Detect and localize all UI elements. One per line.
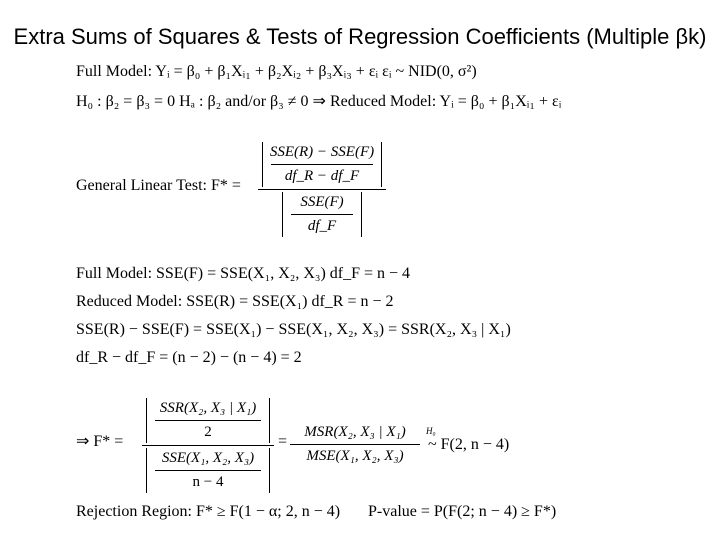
general-linear-test-fraction <box>258 142 386 234</box>
fstar-denominator-bottom: n − 4 <box>192 474 224 490</box>
fstar-denominator-top: SSE(X₁, X₂, X₃) <box>161 450 255 466</box>
hypotheses-line: H₀ : β₂ = β₃ = 0 Hₐ : β₂ and/or β₃ ≠ 0 ⇒ Reduced Model: Yᵢ = β₀ + β₁Xᵢ₁ + εᵢ <box>76 93 562 110</box>
p-value: P-value = P(F(2; n − 4) ≥ F*) <box>368 503 557 520</box>
rejection-region: Rejection Region: F* ≥ F(1 − α; 2, n − 4) <box>76 503 341 520</box>
reduced-model-sse: Reduced Model: SSE(R) = SSE(X₁) df_R = n − 2 <box>76 293 394 310</box>
fstar-numerator-top: SSR(X₂, X₃ | X₁) <box>159 400 257 416</box>
equals-sign: = <box>278 433 288 450</box>
df-difference: df_R − df_F = (n − 2) − (n − 4) = 2 <box>76 349 302 366</box>
glt-denominator-top: SSE(F) <box>300 194 344 210</box>
h0-label: H₀ <box>426 426 436 436</box>
ms-ratio-numerator: MSR(X₂, X₃ | X₁) <box>304 424 406 440</box>
sse-difference: SSE(R) − SSE(F) = SSE(X₁) − SSE(X₁, X₂, X₃) = SSR(X₂, X₃ | X₁) <box>76 321 511 338</box>
ms-ratio-fraction <box>290 424 420 465</box>
fstar-label: ⇒ F* = <box>76 433 124 450</box>
glt-denominator-bottom: df_F <box>307 218 337 234</box>
glt-numerator-bottom: df_R − df_F <box>284 168 360 184</box>
ms-ratio-denominator: MSE(X₁, X₂, X₃) <box>306 448 404 464</box>
fstar-fraction <box>142 398 274 493</box>
general-linear-test-label: General Linear Test: F* = <box>76 177 241 194</box>
full-model-sse: Full Model: SSE(F) = SSE(X₁, X₂, X₃) df_F = n − 4 <box>76 265 411 282</box>
full-model-equation: Full Model: Yᵢ = β₀ + β₁Xᵢ₁ + β₂Xᵢ₂ + β₃Xᵢ₃ + εᵢ εᵢ ~ NID(0, σ²) <box>76 63 477 80</box>
f-distribution: ~ F(2, n − 4) <box>428 436 510 453</box>
slide-title: Extra Sums of Squares & Tests of Regression Coefficients (Multiple βk) <box>13 24 707 49</box>
fstar-numerator-bottom: 2 <box>204 424 212 440</box>
glt-numerator-top: SSE(R) − SSE(F) <box>269 144 375 160</box>
